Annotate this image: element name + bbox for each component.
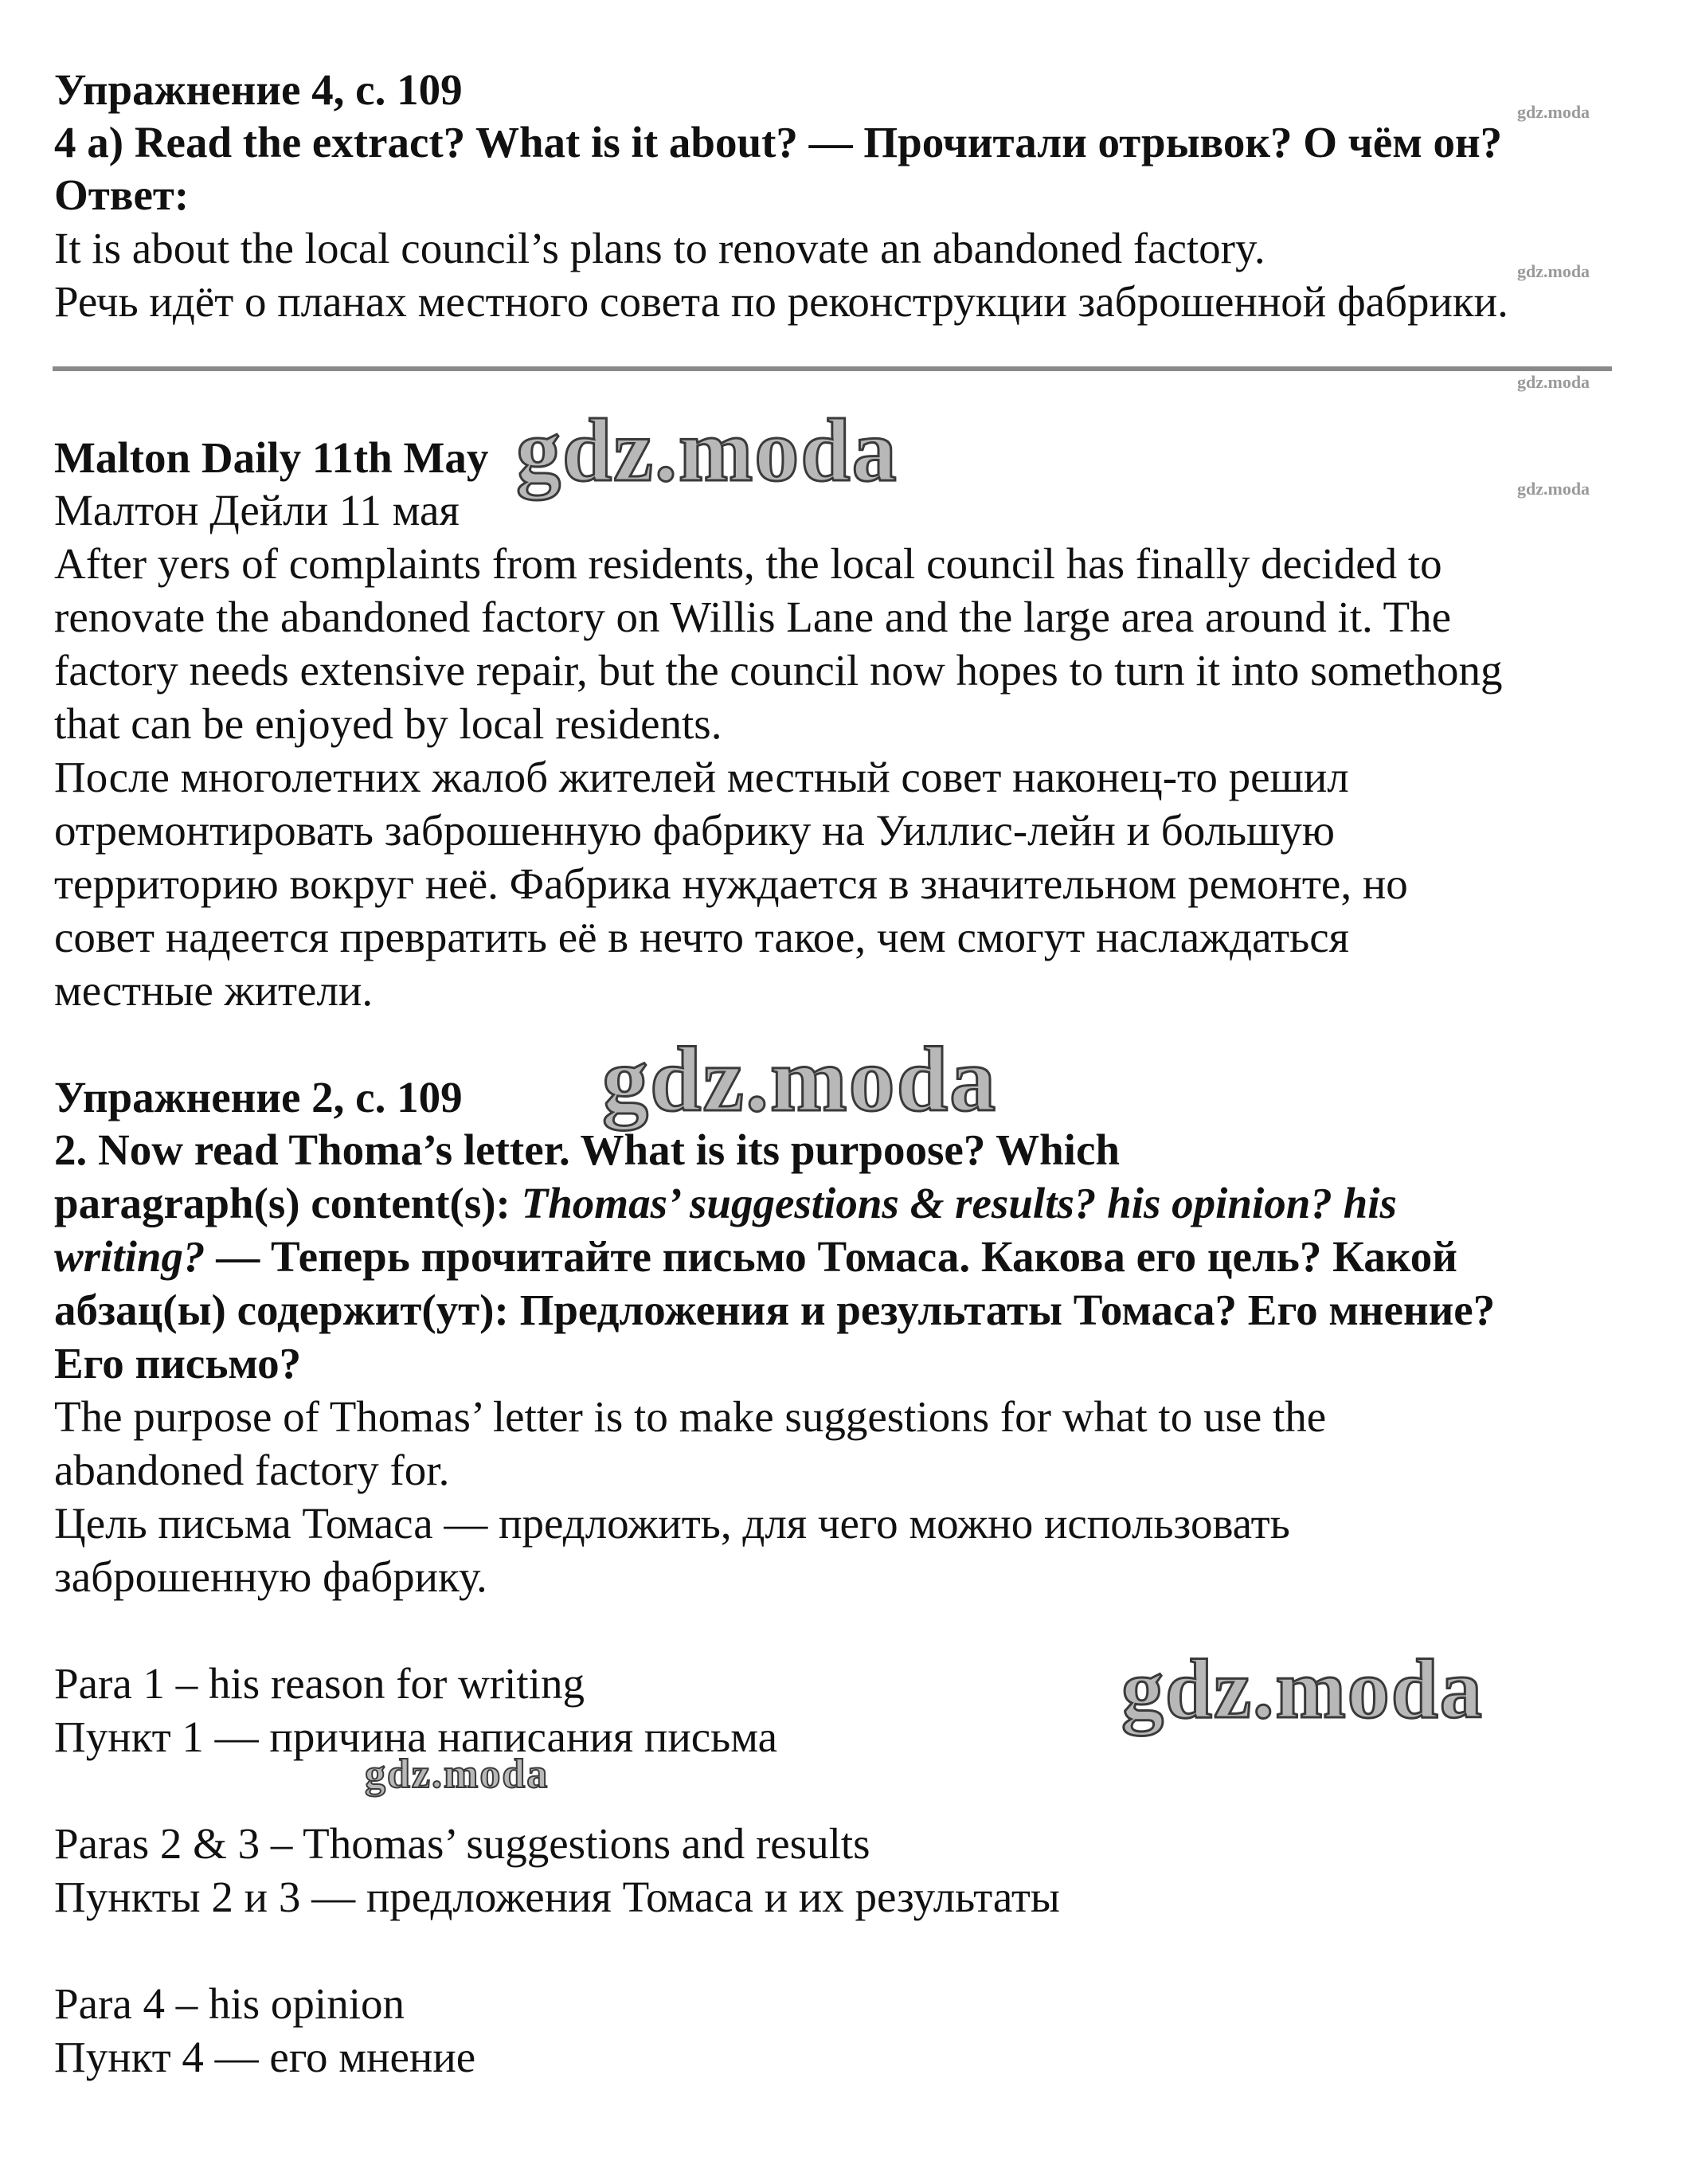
exercise-2-task-line: 2. Now read Thoma’s letter. What is its purpoose? Which	[54, 1125, 1120, 1174]
watermark-small: gdz.moda	[1517, 479, 1590, 499]
task-bold-part: — Теперь прочитайте письмо Томаса. Какова его цель? Какой	[205, 1232, 1457, 1281]
task-italic-part: writing?	[54, 1232, 205, 1281]
article-ru-line: После многолетних жалоб жителей местный совет наконец-то решил	[54, 753, 1349, 801]
para-1-ru: Пункт 1 — причина написания письма	[54, 1712, 778, 1761]
section-divider	[53, 366, 1612, 371]
article-en-line: that can be enjoyed by local residents.	[54, 699, 722, 748]
watermark-small: gdz.moda	[1517, 102, 1590, 122]
exercise-2-answer-en: The purpose of Thomas’ letter is to make suggestions for what to use the	[54, 1392, 1327, 1441]
article-ru-line: отремонтировать заброшенную фабрику на Уиллис-лейн и большую	[54, 806, 1336, 855]
watermark-small: gdz.moda	[1517, 261, 1590, 281]
para-4-en: Para 4 – his opinion	[54, 1979, 405, 2028]
para-4-ru: Пункт 4 — его мнение	[54, 2033, 476, 2081]
article-en-line: After yers of complaints from residents, the local council has finally decided to	[54, 539, 1442, 588]
para-1-en: Para 1 – his reason for writing	[54, 1659, 585, 1708]
exercise-2-task-line	[54, 1177, 1397, 1230]
exercise-2-task-line: Его письмо?	[54, 1339, 302, 1388]
article-ru-line: территорию вокруг неё. Фабрика нуждается в значительном ремонте, но	[54, 859, 1408, 908]
exercise-2-heading: Упражнение 2, с. 109	[54, 1073, 463, 1121]
watermark-medium: gdz.moda	[365, 1752, 550, 1797]
watermark-small: gdz.moda	[1517, 372, 1590, 392]
article-en-line: renovate the abandoned factory on Willis Lane and the large area around it. The	[54, 593, 1452, 641]
exercise-2-answer-ru: заброшенную фабрику.	[54, 1552, 487, 1601]
article-ru-line: совет надеется превратить её в нечто такое, чем смогут наслаждаться	[54, 913, 1349, 961]
exercise-2-answer-ru: Цель письма Томаса — предложить, для чего можно использовать	[54, 1499, 1290, 1548]
watermark-large: gdz.moda	[602, 1029, 998, 1131]
task-bold-part: paragraph(s) content(s):	[54, 1179, 522, 1227]
para-2-3-en: Paras 2 & 3 – Thomas’ suggestions and results	[54, 1819, 870, 1868]
para-2-3-ru: Пункты 2 и 3 — предложения Томаса и их результаты	[54, 1873, 1060, 1921]
exercise-2-task-line	[54, 1231, 1457, 1283]
exercise-4-heading: Упражнение 4, с. 109	[54, 65, 463, 114]
exercise-4-answer-label: Ответ:	[54, 170, 190, 219]
article-title-ru: Малтон Дейли 11 мая	[54, 486, 460, 534]
task-italic-part: Thomas’ suggestions & results? his opinion? his	[521, 1179, 1397, 1227]
exercise-2-task-line: абзац(ы) содержит(ут): Предложения и результаты Томаса? Его мнение?	[54, 1286, 1496, 1334]
article-title: Malton Daily 11th May	[54, 433, 489, 482]
article-ru-line: местные жители.	[54, 966, 374, 1015]
exercise-4-answer-ru: Речь идёт о планах местного совета по реконструкции заброшенной фабрики.	[54, 277, 1508, 326]
exercise-4-answer-en: It is about the local council’s plans to renovate an abandoned factory.	[54, 224, 1265, 272]
exercise-2-answer-en: abandoned factory for.	[54, 1446, 450, 1494]
watermark-large: gdz.moda	[1121, 1642, 1484, 1736]
watermark-large: gdz.moda	[516, 401, 898, 500]
exercise-4-task: 4 a) Read the extract? What is it about? — Прочитали отрывок? О чём он?	[54, 118, 1503, 166]
article-en-line: factory needs extensive repair, but the council now hopes to turn it into somethong	[54, 646, 1503, 695]
